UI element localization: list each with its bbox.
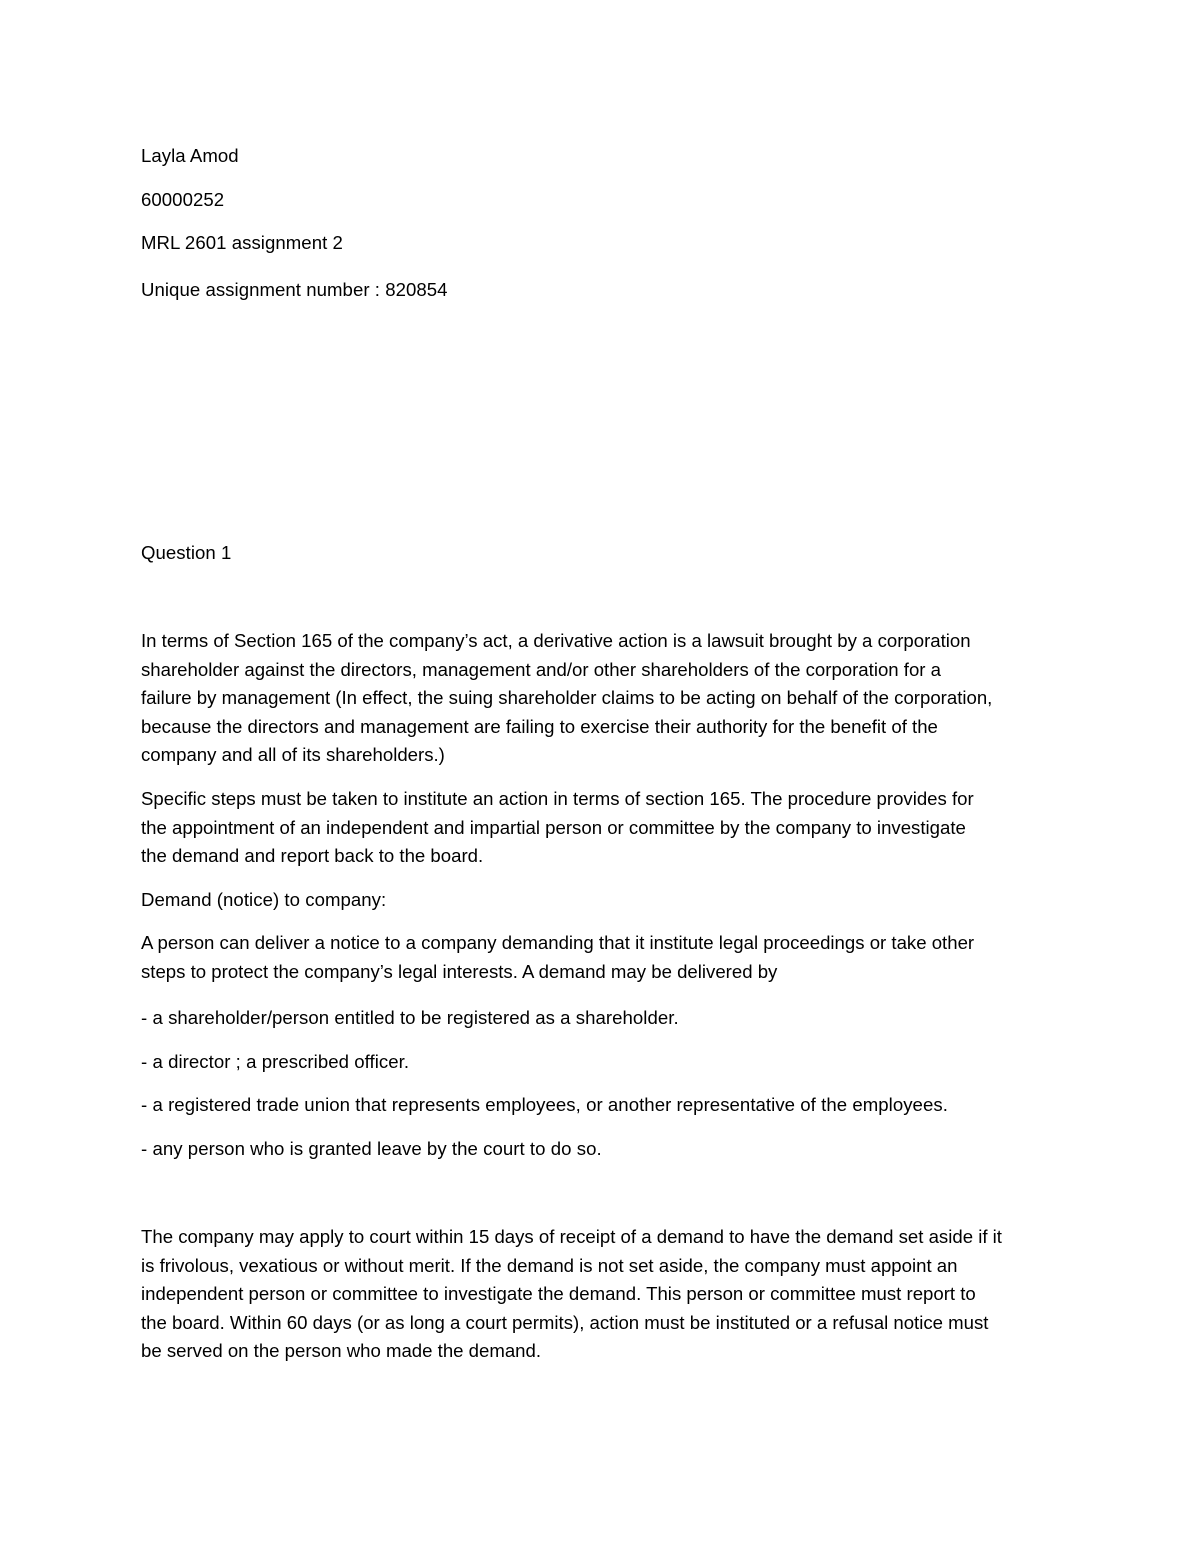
list-item: - a shareholder/person entitled to be registered as a shareholder. xyxy=(141,1007,679,1028)
text-line: be served on the person who made the demand. xyxy=(141,1340,542,1362)
paragraph-notice xyxy=(141,929,1071,986)
text-line: the demand and report back to the board. xyxy=(141,845,484,867)
unique-assignment-number: Unique assignment number : 820854 xyxy=(141,279,448,300)
demand-heading: Demand (notice) to company: xyxy=(141,889,387,910)
paragraph-specific-steps xyxy=(141,785,1071,871)
text-line: steps to protect the company’s legal interests. A demand may be delivered by xyxy=(141,960,778,982)
text-line: company and all of its shareholders.) xyxy=(141,744,445,766)
text-line: shareholder against the directors, management and/or other shareholders of the corporation for a xyxy=(141,658,942,680)
text-line: In terms of Section 165 of the company’s act, a derivative action is a lawsuit brought by a corporation xyxy=(141,630,971,651)
text-line: is frivolous, vexatious or without merit. If the demand is not set aside, the company must appoint an xyxy=(141,1254,958,1276)
list-item: - any person who is granted leave by the court to do so. xyxy=(141,1138,602,1159)
text-line: the appointment of an independent and impartial person or committee by the company to investigate xyxy=(141,816,966,838)
list-item: - a director ; a prescribed officer. xyxy=(141,1051,410,1072)
text-line: failure by management (In effect, the suing shareholder claims to be acting on behalf of the corporation, xyxy=(141,687,993,709)
text-line: The company may apply to court within 15 days of receipt of a demand to have the demand set aside if it xyxy=(141,1226,1002,1247)
paragraph-court-application xyxy=(141,1223,1071,1366)
list-item: - a registered trade union that represents employees, or another representative of the employees. xyxy=(141,1094,948,1115)
student-name: Layla Amod xyxy=(141,145,239,166)
text-line: the board. Within 60 days (or as long a court permits), action must be instituted or a refusal notice must xyxy=(141,1311,989,1333)
paragraph-derivative-action xyxy=(141,627,1071,770)
text-line: A person can deliver a notice to a company demanding that it institute legal proceedings or take other xyxy=(141,932,975,953)
text-line: because the directors and management are failing to exercise their authority for the benefit of the xyxy=(141,715,938,737)
student-number: 60000252 xyxy=(141,189,225,210)
text-line: independent person or committee to investigate the demand. This person or committee must report to xyxy=(141,1283,976,1305)
question-title: Question 1 xyxy=(141,542,232,563)
course-assignment: MRL 2601 assignment 2 xyxy=(141,232,343,253)
text-line: Specific steps must be taken to institute an action in terms of section 165. The procedure provides for xyxy=(141,788,974,809)
